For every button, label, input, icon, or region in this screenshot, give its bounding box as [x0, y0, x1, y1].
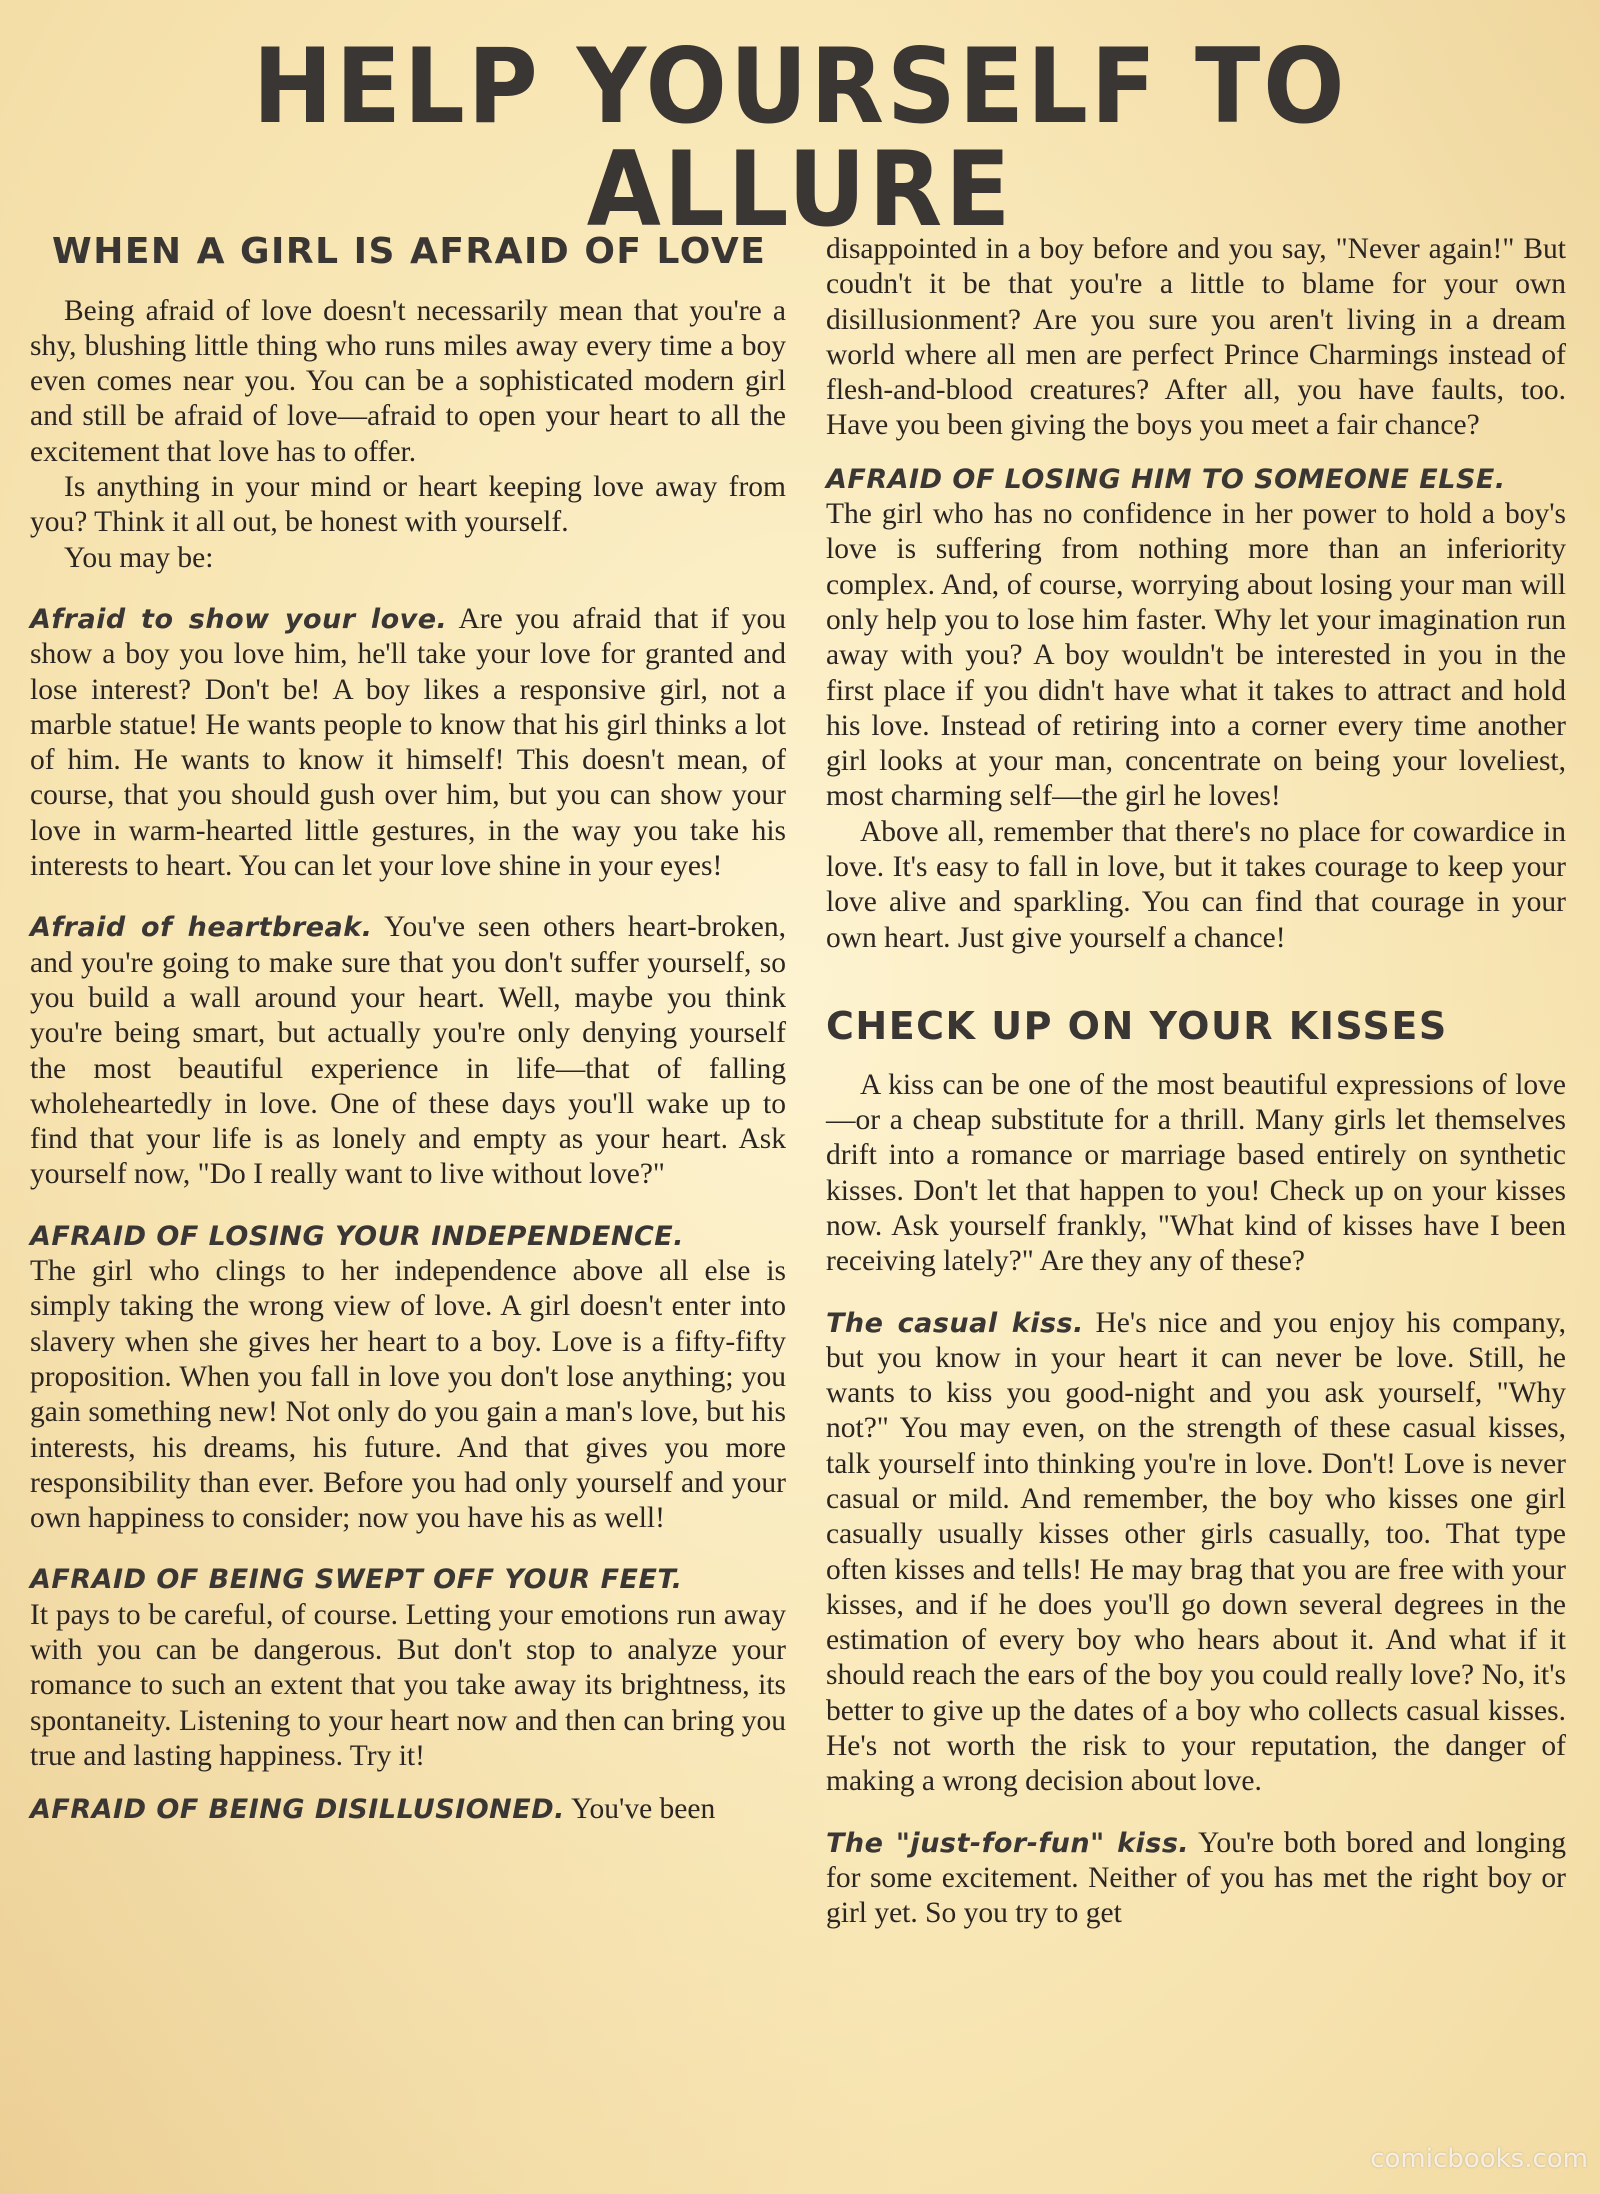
watermark: comicbooks.com: [1370, 2144, 1588, 2174]
text-disillusioned: You've been: [564, 1793, 716, 1826]
lead-just-for-fun-kiss: The "just-for-fun" kiss.: [826, 1827, 1190, 1859]
intro-paragraph-2: Is anything in your mind or heart keeping love away from you? Think it all out, be honest with yourself.: [30, 471, 786, 539]
lead-disillusioned: AFRAID OF BEING DISILLUSIONED.: [30, 1794, 565, 1826]
text-independence: The girl who clings to her independence above all else is simply taking the wrong view of love. A girl doesn't enter into slavery when she gives her heart to a boy. Love is a fifty-fifty proposition. When you fall in love you don't lose anything; you gain something new! Not only do you gain a man's love, but his interests, his dreams, his future. And that gives you more responsibility than ever. Before you had only yourself and your own happiness to consider; now you have his as well!: [30, 1255, 786, 1535]
text-swept-off-feet: It pays to be careful, of course. Letting your emotions run away with you can be dangerous. But don't stop to analyze your romance to such an extent that you take away its brightness, its spontaneity. Listening to your heart now and then can bring you true and lasting happiness. Try it!: [30, 1598, 786, 1772]
paragraph-disillusioned-continued: disappointed in a boy before and you say, "Never again!" But coudn't it be that you're a little to blame for your own disillusionment? Are you sure you aren't living in a dream world where all men are perfect Prince Charmings instead of flesh-and-blood creatures? After all, you have faults, too. Have you been giving the boys you meet a fair chance?: [826, 233, 1566, 442]
paragraph-show-your-love: [30, 602, 786, 884]
lead-show-your-love: Afraid to show your love.: [30, 603, 448, 635]
text-show-your-love: Are you afraid that if you show a boy you love him, he'll take your love for granted and lose interest? Don't be! A boy likes a responsive girl, not a marble statue! He wants people to know that his girl thinks a lot of him. He wants to know it himself! This doesn't mean, of course, that you should gush over him, but you can show your love in warm-hearted little gestures, in the way you take his interests to heart. You can let your love shine in your eyes!: [30, 602, 786, 883]
paragraph-just-for-fun-kiss: [826, 1826, 1566, 1932]
intro-paragraph-3: You may be:: [64, 541, 214, 574]
text-casual-kiss: He's nice and you enjoy his company, but you know in your heart it can never be love. Still, he wants to kiss you good-night and you ask yourself, "Why not?" You may even, on the strength of these casual kisses, talk yourself into thinking you're in love. Don't! Love is never casual or mild. And remember, the boy who kisses one girl casually usually kisses other girls casually, too. That type often kisses and tells! He may brag that you are free with your kisses, and if he does you'll go down several degrees in the estimation of every boy who hears about it. And what if it should reach the ears of the boy you could really love? No, it's better to give up the dates of a boy who collects casual kisses. He's not worth the risk to your reputation, the danger of making a wrong decision about love.: [826, 1306, 1566, 1798]
lead-casual-kiss: The casual kiss.: [826, 1307, 1084, 1339]
paragraph-kisses-intro: A kiss can be one of the most beautiful expressions of love—or a cheap substitute for a thrill. Many girls let themselves drift into a romance or marriage based entirely on synthetic kisses. Don't let that happen to you! Check up on your kisses now. Ask yourself frankly, "What kind of kisses have I been receiving lately?" Are they any of these?: [826, 1068, 1566, 1278]
lead-losing-him: AFRAID OF LOSING HIM TO SOMEONE ELSE.: [826, 463, 1506, 495]
intro-paragraph-1: Being afraid of love doesn't necessarily mean that you're a shy, blushing little thing who runs miles away every time a boy even comes near you. You can be a sophisticated modern girl and still be afraid of love—afraid to open your heart to all the excitement that love has to offer.: [30, 294, 786, 468]
paragraph-disillusioned: [30, 1792, 786, 1827]
left-column: [30, 222, 786, 1827]
paragraph-heartbreak: [30, 910, 786, 1192]
section-heading-kisses: CHECK UP ON YOUR KISSES: [826, 1003, 1448, 1048]
lead-heartbreak: Afraid of heartbreak.: [30, 912, 373, 944]
page-title: HELP YOURSELF TO ALLURE: [252, 27, 1348, 250]
paragraph-above-all: Above all, remember that there's no place for cowardice in love. It's easy to fall in love, but it takes courage to keep your love alive and sparkling. You can find that courage in your own heart. Just give yourself a chance!: [826, 815, 1566, 954]
lead-independence: AFRAID OF LOSING YOUR INDEPENDENCE.: [30, 1220, 684, 1252]
text-heartbreak: You've seen others heart-broken, and you're going to make sure that you don't suffer yourself, so you build a wall around your heart. Well, maybe you think you're being smart, but actually you're only denying yourself the most beautiful experience in life—that of falling wholeheartedly in love. One of these days you'll wake up to find that your life is as lonely and empty as your heart. Ask yourself now, "Do I really want to live without love?": [30, 911, 787, 1191]
paragraph-losing-him: [826, 462, 1566, 815]
section-heading-afraid-of-love: WHEN A GIRL IS AFRAID OF LOVE: [52, 231, 767, 272]
right-column: [826, 232, 1566, 1932]
text-just-for-fun-kiss: You're both bored and longing for some excitement. Neither of you has met the right boy or girl yet. So you try to get: [826, 1826, 1566, 1930]
paragraph-casual-kiss: [826, 1306, 1566, 1800]
text-losing-him: The girl who has no confidence in her power to hold a boy's love is suffering from nothing more than an inferiority complex. And, of course, worrying about losing your man will only help you to lose him faster. Why let your imagination run away with you? A boy wouldn't be interested in you in the first place if you didn't have what it takes to attract and hold his love. Instead of retiring into a corner every time another girl looks at your man, concentrate on being your loveliest, most charming self—the girl he loves!: [826, 498, 1566, 813]
paragraph-independence: [30, 1219, 786, 1537]
paragraph-swept-off-feet: [30, 1562, 786, 1774]
lead-swept-off-feet: AFRAID OF BEING SWEPT OFF YOUR FEET.: [30, 1564, 683, 1596]
